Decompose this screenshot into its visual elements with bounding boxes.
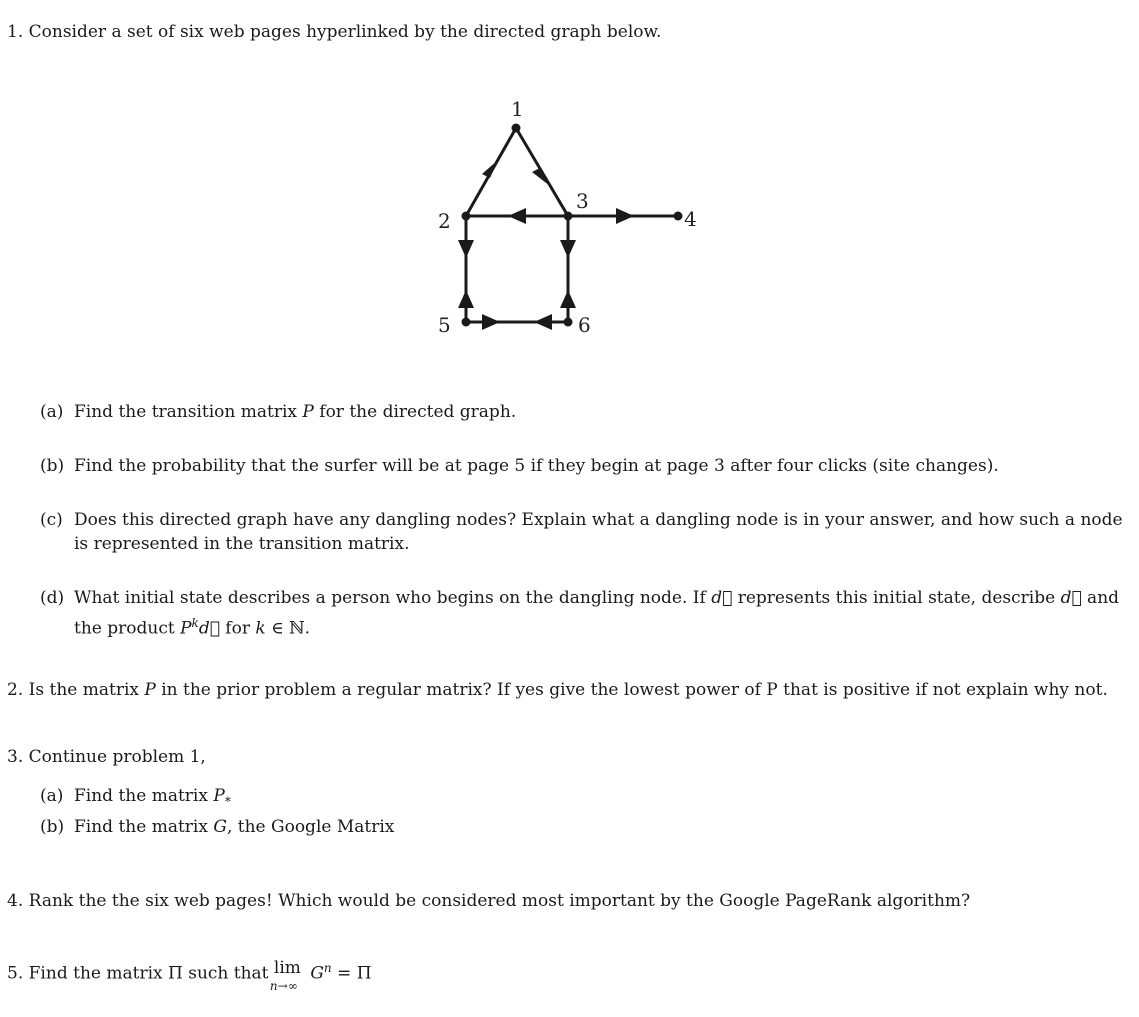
problem-4-number: 4. bbox=[7, 891, 24, 911]
graph-nodes bbox=[462, 124, 683, 327]
problem-1d-label: (d) bbox=[40, 588, 65, 608]
problem-1b-label: (b) bbox=[40, 456, 65, 476]
problem-1a-text: Find the transition matrix bbox=[74, 402, 303, 422]
problem-3a bbox=[40, 785, 231, 812]
problem-1d-matrix: P bbox=[180, 618, 192, 639]
node-label-3: 3 bbox=[576, 189, 589, 213]
limit-lim: lim bbox=[273, 958, 301, 978]
arrow-6-3 bbox=[560, 290, 576, 308]
problem-3-text: Continue problem 1, bbox=[28, 747, 206, 767]
problem-1c-label: (c) bbox=[40, 510, 63, 530]
problem-3b-label: (b) bbox=[40, 817, 65, 837]
problem-1d-vector-2: d⃗ bbox=[1060, 588, 1082, 608]
problem-1a-text-post: for the directed graph. bbox=[313, 402, 517, 422]
problem-2-number: 2. bbox=[7, 680, 24, 700]
problem-1d-text-c: and bbox=[1081, 588, 1120, 608]
arrow-6-5 bbox=[534, 314, 552, 330]
problem-1c bbox=[40, 509, 1123, 531]
node-1 bbox=[512, 124, 521, 133]
problem-1d-text-f: ∈ ℕ. bbox=[265, 618, 311, 639]
problem-1d-vector-3: d⃗ bbox=[198, 618, 220, 639]
arrow-3-6 bbox=[560, 240, 576, 258]
limit-operator bbox=[269, 957, 301, 993]
problem-3-prompt bbox=[7, 746, 206, 768]
problem-5-g: G bbox=[310, 963, 324, 984]
problem-2-text: Is the matrix bbox=[28, 680, 145, 700]
problem-2-text-post: in the prior problem a regular matrix? If yes give the lowest power of P that is positive if not explain why not. bbox=[155, 680, 1108, 700]
problem-3a-var: P bbox=[213, 786, 225, 806]
problem-3b bbox=[40, 816, 394, 838]
problem-3-number: 3. bbox=[7, 747, 24, 767]
directed-graph bbox=[420, 90, 720, 350]
problem-5-number: 5. bbox=[7, 963, 24, 984]
node-label-6: 6 bbox=[578, 313, 591, 337]
node-label-4: 4 bbox=[684, 207, 697, 231]
problem-5-text: Find the matrix Π such that bbox=[28, 963, 274, 984]
problem-1b bbox=[40, 455, 999, 477]
problem-1d-text-a: What initial state describes a person who begins on the dangling node. If bbox=[74, 588, 712, 608]
problem-2-prompt bbox=[7, 679, 1108, 701]
problem-1d-text-b: represents this initial state, describe bbox=[732, 588, 1061, 608]
problem-1d bbox=[40, 587, 1119, 609]
problem-1d-vector: d⃗ bbox=[711, 588, 733, 608]
node-4 bbox=[674, 212, 683, 221]
problem-1a-label: (a) bbox=[40, 402, 64, 422]
problem-3b-text-post: , the Google Matrix bbox=[226, 817, 395, 837]
arrow-1-3 bbox=[532, 168, 550, 186]
node-3 bbox=[564, 212, 573, 221]
problem-3a-sub: * bbox=[224, 794, 231, 809]
problem-3b-text: Find the matrix bbox=[74, 817, 214, 837]
limit-subscript: n→∞ bbox=[269, 979, 298, 993]
node-label-2: 2 bbox=[438, 209, 451, 233]
problem-4-prompt bbox=[7, 890, 970, 912]
problem-5-prompt bbox=[7, 957, 372, 993]
problem-1a bbox=[40, 401, 516, 423]
arrow-3-2 bbox=[508, 208, 526, 224]
node-6 bbox=[564, 318, 573, 327]
problem-3a-text: Find the matrix bbox=[74, 786, 214, 806]
node-label-1: 1 bbox=[511, 97, 524, 121]
problem-1d-power: k bbox=[191, 616, 199, 630]
problem-1-prompt bbox=[7, 21, 661, 43]
problem-1b-text: Find the probability that the surfer will be at page 5 if they begin at page 3 after four clicks (site changes). bbox=[74, 456, 999, 476]
problem-3a-label: (a) bbox=[40, 786, 64, 806]
problem-1-text: Consider a set of six web pages hyperlinked by the directed graph below. bbox=[28, 22, 662, 42]
problem-1c-line2 bbox=[74, 533, 409, 555]
node-label-5: 5 bbox=[438, 313, 451, 337]
problem-2-var: P bbox=[144, 680, 156, 700]
arrow-5-2 bbox=[458, 290, 474, 308]
problem-1d-k: k bbox=[255, 618, 266, 639]
problem-1d-text-e: for bbox=[219, 618, 256, 639]
problem-5-eq: = Π bbox=[331, 963, 372, 984]
problem-1c-text-line1: Does this directed graph have any dangling nodes? Explain what a dangling node is in your answer, and how such a node bbox=[74, 510, 1123, 530]
problem-3b-var: G bbox=[213, 817, 227, 837]
problem-5-power: n bbox=[323, 961, 332, 975]
problem-1d-line2 bbox=[74, 612, 310, 640]
problem-1d-text-d: the product bbox=[74, 618, 181, 639]
arrow-3-4 bbox=[616, 208, 634, 224]
arrow-2-5 bbox=[458, 240, 474, 258]
problem-4-text: Rank the the six web pages! Which would be considered most important by the Google PageRank algorithm? bbox=[28, 891, 971, 911]
graph-edges bbox=[466, 128, 678, 322]
arrow-5-6 bbox=[482, 314, 500, 330]
arrow-2-1 bbox=[482, 160, 498, 178]
problem-1a-var: P bbox=[302, 402, 314, 422]
problem-1-number: 1. bbox=[7, 22, 24, 42]
node-5 bbox=[462, 318, 471, 327]
node-2 bbox=[462, 212, 471, 221]
problem-1c-text-line2: is represented in the transition matrix. bbox=[74, 534, 410, 554]
